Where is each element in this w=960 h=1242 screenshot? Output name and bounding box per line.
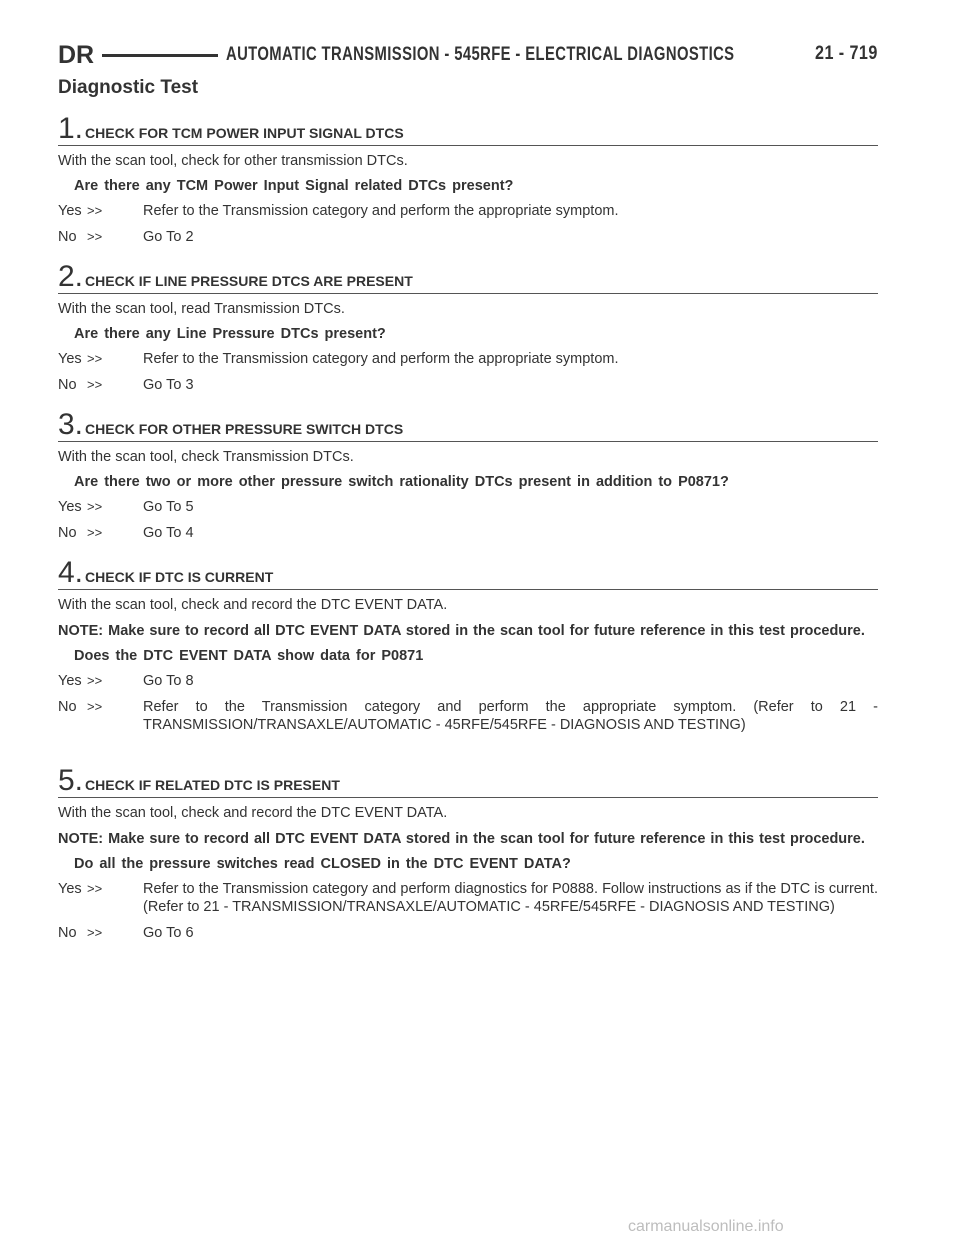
section-title: Diagnostic Test [58,77,199,98]
no-text: Go To 2 [143,229,194,245]
header-page-number: 21 - 719 [815,43,878,64]
yes-text: Go To 5 [143,499,194,515]
no-text: Go To 6 [143,925,194,941]
no-label: No [58,925,77,941]
step-instruction: With the scan tool, check and record the DTC EVENT DATA. [58,597,448,613]
arrow-icon: >> [87,925,103,940]
yes-answer [58,350,878,368]
step-5 [58,764,878,942]
step-title: CHECK FOR OTHER PRESSURE SWITCH DTCS [85,421,404,437]
step-number: 3. [58,408,84,441]
arrow-icon: >> [87,525,103,540]
step-note: NOTE: Make sure to record all DTC EVENT DATA stored in the scan tool for future reference in this test procedure. [58,831,865,847]
no-answer [58,376,878,394]
step-note: NOTE: Make sure to record all DTC EVENT DATA stored in the scan tool for future reference in this test procedure. [58,623,865,639]
step-number: 5. [58,764,84,797]
step-heading [58,408,878,442]
watermark: carmanualsonline.info [628,1218,784,1235]
header-model-code: DR [58,40,95,69]
no-text: Go To 3 [143,377,194,393]
step-4 [58,556,878,734]
no-label: No [58,699,77,715]
step-title: CHECK IF LINE PRESSURE DTCS ARE PRESENT [85,273,413,289]
arrow-icon: >> [87,351,103,366]
step-question: Does the DTC EVENT DATA show data for P0871 [74,648,424,664]
step-question: Are there any TCM Power Input Signal related DTCs present? [74,178,514,194]
no-answer [58,524,878,542]
arrow-icon: >> [87,203,103,218]
yes-text: Refer to the Transmission category and perform the appropriate symptom. [143,351,619,367]
step-1 [58,112,878,246]
step-instruction: With the scan tool, check Transmission DTCs. [58,449,354,465]
yes-answer [58,880,878,916]
yes-label: Yes [58,351,82,367]
arrow-icon: >> [87,229,103,244]
step-heading [58,764,878,798]
step-instruction: With the scan tool, read Transmission DTCs. [58,301,345,317]
no-label: No [58,229,77,245]
header-title: AUTOMATIC TRANSMISSION - 545RFE - ELECTRICAL DIAGNOSTICS [226,44,735,65]
yes-text: Refer to the Transmission category and perform the appropriate symptom. [143,203,619,219]
step-number: 4. [58,556,84,589]
step-instruction: With the scan tool, check for other transmission DTCs. [58,153,408,169]
no-text: Refer to the Transmission category and perform the appropriate symptom. (Refer to 21 - TRANSMISSION/TRANSAXLE/AUTOMATIC - 45RFE/545RFE - DIAGNOSIS AND TESTING) [143,699,878,733]
header-rule [102,54,218,57]
step-question: Are there two or more other pressure switch rationality DTCs present in addition to P0871? [74,474,729,490]
yes-label: Yes [58,881,82,897]
no-label: No [58,377,77,393]
no-label: No [58,525,77,541]
arrow-icon: >> [87,499,103,514]
arrow-icon: >> [87,673,103,688]
arrow-icon: >> [87,881,103,896]
yes-answer [58,202,878,220]
yes-answer [58,498,878,516]
step-heading [58,260,878,294]
step-heading [58,112,878,146]
step-instruction: With the scan tool, check and record the DTC EVENT DATA. [58,805,448,821]
step-title: CHECK IF DTC IS CURRENT [85,569,274,585]
no-answer [58,698,878,734]
yes-label: Yes [58,673,82,689]
step-question: Do all the pressure switches read CLOSED in the DTC EVENT DATA? [74,856,571,872]
step-3 [58,408,878,542]
yes-label: Yes [58,499,82,515]
step-number: 1. [58,112,84,145]
no-answer [58,228,878,246]
step-title: CHECK IF RELATED DTC IS PRESENT [85,777,340,793]
page-header [58,40,878,70]
no-answer [58,924,878,942]
step-title: CHECK FOR TCM POWER INPUT SIGNAL DTCS [85,125,404,141]
arrow-icon: >> [87,699,103,714]
no-text: Go To 4 [143,525,194,541]
arrow-icon: >> [87,377,103,392]
yes-answer [58,672,878,690]
step-number: 2. [58,260,84,293]
step-question: Are there any Line Pressure DTCs present? [74,326,386,342]
yes-label: Yes [58,203,82,219]
yes-text: Refer to the Transmission category and perform diagnostics for P0888. Follow instructions as if the DTC is current. (Refer to 21 - TRANSMISSION/TRANSAXLE/AUTOMATIC - 45RFE/545RFE - DIAGNOSIS AND TESTING) [143,881,878,915]
step-2 [58,260,878,394]
yes-text: Go To 8 [143,673,194,689]
step-heading [58,556,878,590]
